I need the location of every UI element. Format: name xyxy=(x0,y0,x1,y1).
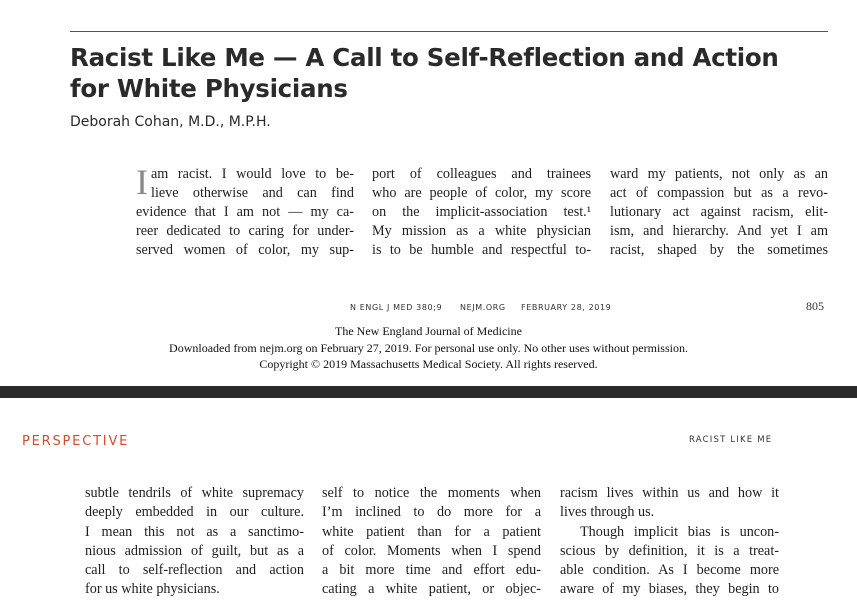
text-line: evidence that I am not — my ca- xyxy=(136,204,354,220)
text-line: aware of my biases, they begin to xyxy=(560,581,779,598)
text-line: on the implicit-association test.¹ xyxy=(372,204,591,220)
text-line: is to be humble and respectful to- xyxy=(372,242,591,258)
drop-cap: I xyxy=(136,162,148,202)
text-line: I mean this not as a sanctimo- xyxy=(85,523,304,540)
text-line: Though implicit bias is uncon- xyxy=(580,523,779,540)
text-line: a bit more time and effort edu- xyxy=(322,562,541,579)
page2-column-1 xyxy=(85,484,304,600)
text-line: I’m inclined to do more for a xyxy=(322,504,541,521)
text-line: lieve otherwise and can find xyxy=(151,185,354,201)
title-line-1: Racist Like Me — A Call to Self-Reflection and Action xyxy=(70,43,779,72)
text-line: racist, shaped by the sometimes xyxy=(610,242,828,258)
page-separator xyxy=(0,386,857,398)
section-label: PERSPECTIVE xyxy=(22,434,130,449)
copyright-notice: Copyright © 2019 Massachusetts Medical Society. All rights reserved. xyxy=(259,357,598,371)
footer-site: NEJM.ORG xyxy=(460,303,506,312)
text-line: for us white physicians. xyxy=(85,581,220,598)
text-line: ward my patients, not only as an xyxy=(610,166,828,182)
text-line: white patient than for a patient xyxy=(322,523,541,540)
page2-column-2 xyxy=(322,484,541,600)
text-line: act of compassion but as a revo- xyxy=(610,185,828,201)
text-line: deeply embedded in our culture. xyxy=(85,504,304,521)
text-line: My mission as a white physician xyxy=(372,223,591,239)
text-line: of color. Moments when I spend xyxy=(322,542,541,559)
text-line: lutionary act against racism, elit- xyxy=(610,204,828,220)
text-line: subtle tendrils of white supremacy xyxy=(85,485,304,501)
download-notice: Downloaded from nejm.org on February 27, 2019. For personal use only. No other uses without permission. xyxy=(169,341,688,355)
top-rule xyxy=(70,31,828,32)
body-column-1 xyxy=(136,162,354,260)
text-line: scious by definition, it is a treat- xyxy=(560,542,779,559)
footer-journal: N ENGL J MED 380;9 xyxy=(350,303,443,312)
text-line: nious admission of guilt, but as a xyxy=(85,542,304,559)
text-line: port of colleagues and trainees xyxy=(372,166,591,182)
text-line: call to self-reflection and action xyxy=(85,562,304,579)
text-line: am racist. I would love to be- xyxy=(151,166,354,182)
page2-column-3 xyxy=(560,484,779,600)
body-column-3 xyxy=(610,165,828,260)
text-line: self to notice the moments when xyxy=(322,485,541,501)
body-column-2 xyxy=(372,165,591,260)
title-line-2: for White Physicians xyxy=(70,74,348,103)
text-line: able condition. As I become more xyxy=(560,562,779,579)
text-line: cating a white patient, or objec- xyxy=(322,581,541,598)
article-title xyxy=(70,42,830,104)
running-title: RACIST LIKE ME xyxy=(689,435,773,445)
text-line: served women of color, my sup- xyxy=(136,242,354,258)
download-journal: The New England Journal of Medicine xyxy=(335,324,522,338)
text-line: racism lives within us and how it xyxy=(560,485,779,501)
text-line: who are people of color, my score xyxy=(372,185,591,201)
text-line: reer dedicated to caring for under- xyxy=(136,223,354,239)
text-line: ism, and hierarchy. And yet I am xyxy=(610,223,828,239)
text-line: lives through us. xyxy=(560,504,655,521)
footer-date: FEBRUARY 28, 2019 xyxy=(521,303,612,312)
page-number: 805 xyxy=(806,299,824,313)
author-byline: Deborah Cohan, M.D., M.P.H. xyxy=(70,114,271,130)
